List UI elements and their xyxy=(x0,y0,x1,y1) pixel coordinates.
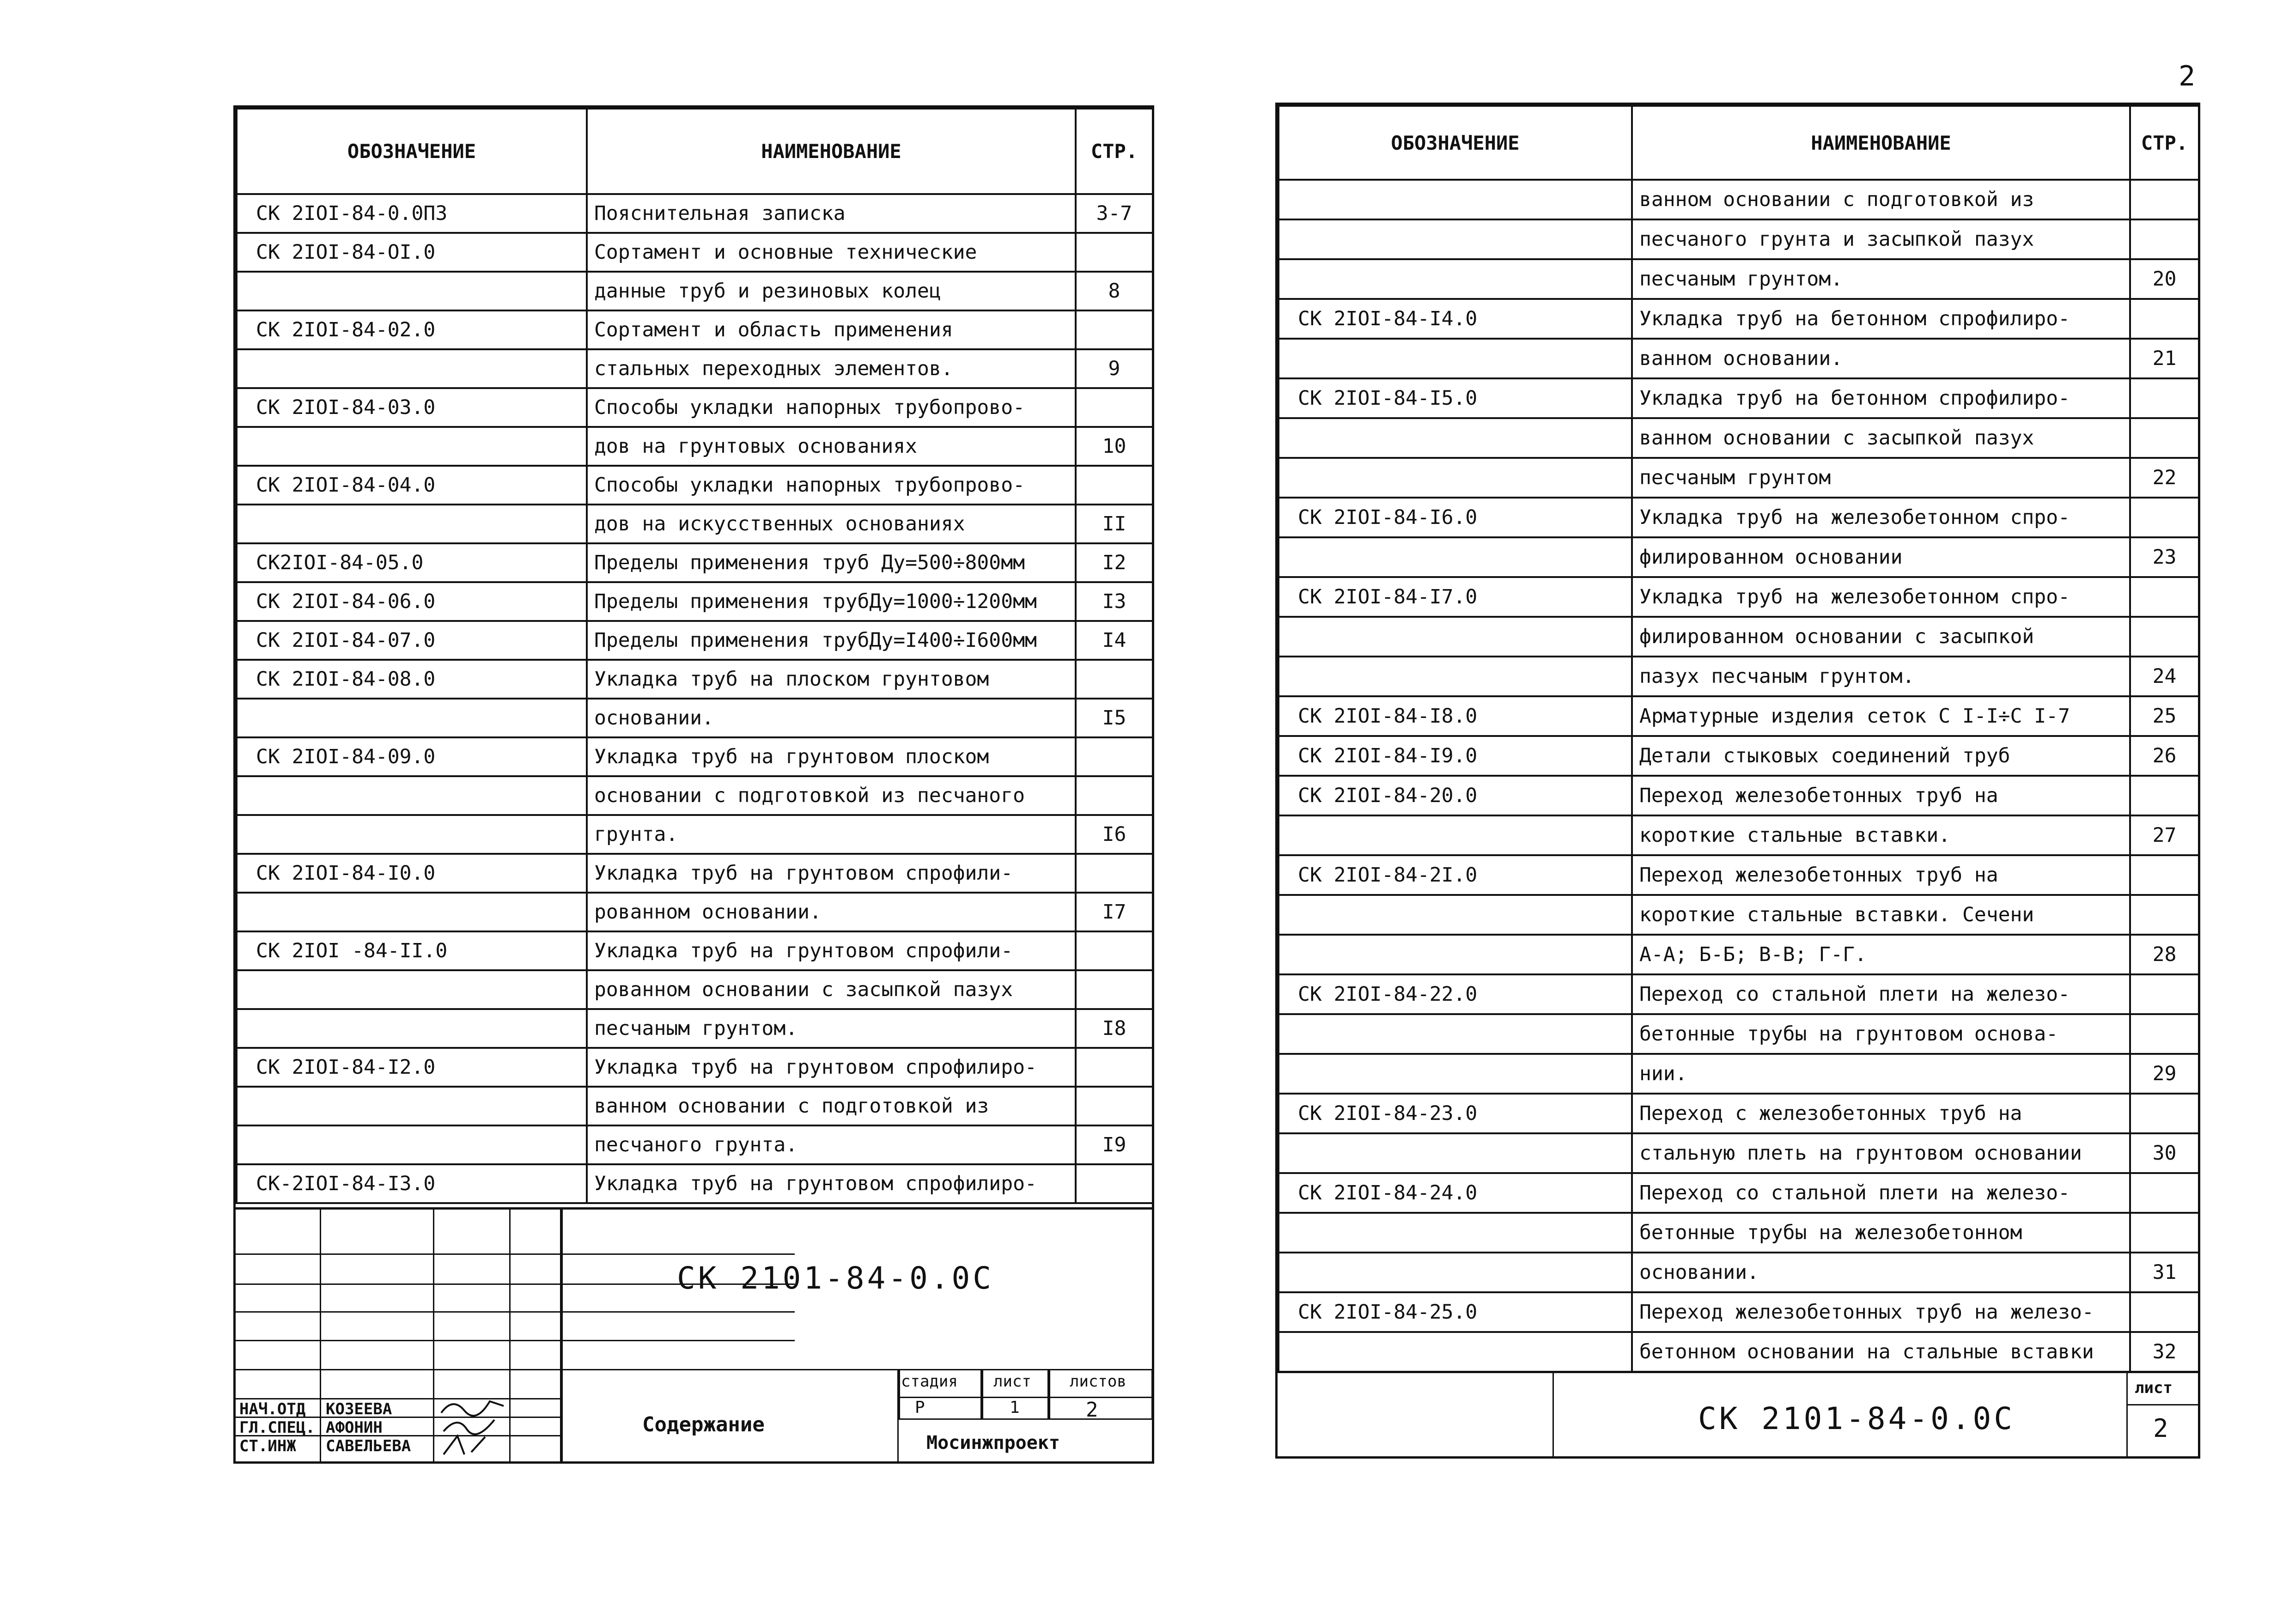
entry-page: 24 xyxy=(2130,657,2199,696)
entry-code xyxy=(1278,259,1632,299)
entry-name: Сортамент и область применения xyxy=(587,310,1076,349)
entry-page: 32 xyxy=(2130,1332,2199,1372)
entry-name: основании. xyxy=(1632,1253,2130,1292)
entry-page: 10 xyxy=(1076,427,1153,466)
entry-code: СК 2IOI-84-06.0 xyxy=(237,582,587,621)
table-row xyxy=(1278,1173,2199,1213)
entry-name: Укладка труб на бетонном спрофилиро- xyxy=(1632,299,2130,339)
entry-name: основании с подготовкой из песчаного xyxy=(587,776,1076,815)
sheet-label: лист xyxy=(993,1372,1031,1391)
entry-name: Способы укладки напорных трубопрово- xyxy=(587,388,1076,427)
entry-page xyxy=(1076,1087,1153,1125)
entry-page: 30 xyxy=(2130,1133,2199,1173)
entry-page xyxy=(2130,974,2199,1014)
entry-code: СК 2IOI-84-I8.0 xyxy=(1278,696,1632,736)
table-row xyxy=(1278,1213,2199,1253)
entry-name: стальных переходных элементов. xyxy=(587,349,1076,388)
table-row xyxy=(237,893,1153,931)
organization: Мосинжпроект xyxy=(926,1432,1060,1454)
table-row xyxy=(237,970,1153,1009)
entry-code: СК 2IOI-84-I4.0 xyxy=(1278,299,1632,339)
entry-page: 31 xyxy=(2130,1253,2199,1292)
table-row xyxy=(237,194,1153,233)
entry-page xyxy=(2130,895,2199,935)
entry-page: 28 xyxy=(2130,935,2199,974)
entry-code: СК 2IOI-84-I0.0 xyxy=(237,854,587,893)
entry-name: стальную плеть на грунтовом основании xyxy=(1632,1133,2130,1173)
entry-code: СК 2IOI-84-22.0 xyxy=(1278,974,1632,1014)
entry-page: 25 xyxy=(2130,696,2199,736)
entry-name: основании. xyxy=(587,699,1076,737)
name-1: КОЗЕЕВА xyxy=(326,1400,392,1418)
entry-name: Укладка труб на грунтовом спрофилиро- xyxy=(587,1164,1076,1203)
entry-page xyxy=(2130,776,2199,815)
entry-code: СК2IOI-84-05.0 xyxy=(237,543,587,582)
entry-page xyxy=(2130,855,2199,895)
entry-code: СК 2IOI-84-02.0 xyxy=(237,310,587,349)
entry-code xyxy=(1278,180,1632,219)
table-row xyxy=(1278,1332,2199,1372)
entry-page: 23 xyxy=(2130,537,2199,577)
table-row xyxy=(237,349,1153,388)
entry-name: Переход железобетонных труб на xyxy=(1632,855,2130,895)
table-row xyxy=(237,233,1153,272)
entry-name: дов на грунтовых основаниях xyxy=(587,427,1076,466)
entry-page xyxy=(1076,970,1153,1009)
table-row xyxy=(237,310,1153,349)
entry-code xyxy=(1278,458,1632,498)
table-row xyxy=(237,1164,1153,1203)
entry-name: ванном основании с подготовкой из xyxy=(587,1087,1076,1125)
entry-code xyxy=(1278,418,1632,458)
name-2: АФОНИН xyxy=(326,1418,383,1437)
sheets-label: листов xyxy=(1070,1372,1126,1391)
entry-code: СК 2IOI-84-20.0 xyxy=(1278,776,1632,815)
entry-page: I6 xyxy=(1076,815,1153,854)
table-row xyxy=(1278,736,2199,776)
entry-page xyxy=(2130,418,2199,458)
entry-name: Укладка труб на плоском грунтовом xyxy=(587,660,1076,699)
entry-name: филированном основании с засыпкой xyxy=(1632,617,2130,657)
table-row xyxy=(1278,577,2199,617)
entry-name: Переход со стальной плети на железо- xyxy=(1632,974,2130,1014)
sheet-value: 1 xyxy=(1010,1398,1020,1417)
entry-name: бетонные трубы на грунтовом основа- xyxy=(1632,1014,2130,1054)
entry-page xyxy=(1076,466,1153,505)
entry-name: А-А; Б-Б; В-В; Г-Г. xyxy=(1632,935,2130,974)
column-header-name: НАИМЕНОВАНИЕ xyxy=(1632,106,2130,180)
document-code: СК 2101-84-0.0С xyxy=(677,1260,994,1296)
entry-page: 9 xyxy=(1076,349,1153,388)
entry-code: СК 2IOI-84-2I.0 xyxy=(1278,855,1632,895)
table-row xyxy=(1278,458,2199,498)
table-row xyxy=(237,582,1153,621)
entry-page xyxy=(2130,617,2199,657)
entry-code: СК 2IOI-84-09.0 xyxy=(237,737,587,776)
left-header-row xyxy=(237,109,1153,194)
entry-code xyxy=(237,893,587,931)
sheets-value: 2 xyxy=(1086,1398,1098,1422)
table-row xyxy=(237,505,1153,543)
table-row xyxy=(237,1048,1153,1087)
table-row xyxy=(1278,259,2199,299)
entry-code xyxy=(1278,1253,1632,1292)
entry-code: СК 2IOI-84-24.0 xyxy=(1278,1173,1632,1213)
entry-code xyxy=(1278,1332,1632,1372)
table-row xyxy=(237,737,1153,776)
entry-page: I2 xyxy=(1076,543,1153,582)
entry-code: СК 2IOI-84-0.0ПЗ xyxy=(237,194,587,233)
entry-name: Сортамент и основные технические xyxy=(587,233,1076,272)
entry-code: СК-2IOI-84-I3.0 xyxy=(237,1164,587,1203)
entry-code: СК 2IOI-84-OI.0 xyxy=(237,233,587,272)
entry-code xyxy=(237,349,587,388)
entry-code xyxy=(237,1087,587,1125)
table-row xyxy=(237,699,1153,737)
entry-name: песчаного грунта. xyxy=(587,1125,1076,1164)
entry-code: СК 2IOI-84-I7.0 xyxy=(1278,577,1632,617)
entry-page xyxy=(1076,1048,1153,1087)
entry-code xyxy=(237,505,587,543)
entry-name: Укладка труб на железобетонном спро- xyxy=(1632,498,2130,537)
entry-page: 21 xyxy=(2130,339,2199,378)
table-row xyxy=(237,854,1153,893)
entry-code: СК 2IOI-84-I6.0 xyxy=(1278,498,1632,537)
entry-code xyxy=(237,427,587,466)
signature-3-icon xyxy=(439,1431,508,1459)
entry-name: пазух песчаным грунтом. xyxy=(1632,657,2130,696)
entry-page xyxy=(1076,233,1153,272)
page-number: 2 xyxy=(2179,60,2196,92)
entry-page: 26 xyxy=(2130,736,2199,776)
role-3: СТ.ИНЖ xyxy=(239,1437,296,1455)
table-row xyxy=(1278,855,2199,895)
table-row xyxy=(1278,537,2199,577)
entry-name: Переход с железобетонных труб на xyxy=(1632,1094,2130,1133)
entry-name: бетонные трубы на железобетонном xyxy=(1632,1213,2130,1253)
table-row xyxy=(237,1125,1153,1164)
entry-code: СК 2IOI-84-23.0 xyxy=(1278,1094,1632,1133)
entry-code xyxy=(1278,1213,1632,1253)
entry-name: Арматурные изделия сеток С I-I÷С I-7 xyxy=(1632,696,2130,736)
entry-name: Переход железобетонных труб на железо- xyxy=(1632,1292,2130,1332)
entry-name: рованном основании. xyxy=(587,893,1076,931)
entry-code: СК 2IOI-84-I9.0 xyxy=(1278,736,1632,776)
entry-name: песчаного грунта и засыпкой пазух xyxy=(1632,219,2130,259)
document-title: Содержание xyxy=(642,1413,765,1436)
entry-code xyxy=(1278,537,1632,577)
right-contents-table xyxy=(1278,105,2200,1373)
entry-code: СК 2IOI-84-25.0 xyxy=(1278,1292,1632,1332)
entry-name: Пределы применения труб Дy=500÷800мм xyxy=(587,543,1076,582)
column-header-code: ОБОЗНАЧЕНИЕ xyxy=(1278,106,1632,180)
title-block xyxy=(236,1207,1152,1461)
entry-name: бетонном основании на стальные вставки xyxy=(1632,1332,2130,1372)
table-row xyxy=(237,621,1153,660)
table-row xyxy=(1278,498,2199,537)
table-row xyxy=(1278,617,2199,657)
entry-page xyxy=(2130,577,2199,617)
entry-page: I4 xyxy=(1076,621,1153,660)
entry-page xyxy=(2130,498,2199,537)
entry-name: нии. xyxy=(1632,1054,2130,1094)
right-document-code: СК 2101-84-0.0С xyxy=(1698,1401,2015,1436)
table-row xyxy=(237,388,1153,427)
role-2: ГЛ.СПЕЦ. xyxy=(239,1418,315,1437)
entry-page xyxy=(1076,776,1153,815)
entry-page xyxy=(2130,1014,2199,1054)
stage-label: стадия xyxy=(901,1372,958,1391)
entry-name: песчаным грунтом. xyxy=(1632,259,2130,299)
entry-name: грунта. xyxy=(587,815,1076,854)
table-row xyxy=(237,466,1153,505)
entry-code xyxy=(1278,1014,1632,1054)
entry-page: 22 xyxy=(2130,458,2199,498)
entry-code xyxy=(1278,815,1632,855)
table-row xyxy=(1278,776,2199,815)
entry-name: Детали стыковых соединений труб xyxy=(1632,736,2130,776)
entry-page xyxy=(2130,1173,2199,1213)
table-row xyxy=(237,815,1153,854)
table-row xyxy=(1278,339,2199,378)
entry-page xyxy=(2130,1213,2199,1253)
table-row xyxy=(1278,696,2199,736)
entry-code: СК 2IOI -84-II.0 xyxy=(237,931,587,970)
table-row xyxy=(1278,1292,2199,1332)
entry-page xyxy=(1076,388,1153,427)
entry-code xyxy=(1278,895,1632,935)
entry-page xyxy=(1076,737,1153,776)
table-row xyxy=(1278,895,2199,935)
column-header-code: ОБОЗНАЧЕНИЕ xyxy=(237,109,587,194)
table-row xyxy=(237,1087,1153,1125)
entry-code xyxy=(237,815,587,854)
entry-name: Пределы применения трубДy=1000÷1200мм xyxy=(587,582,1076,621)
entry-name: Переход железобетонных труб на xyxy=(1632,776,2130,815)
entry-code xyxy=(237,776,587,815)
column-header-page: СТР. xyxy=(1076,109,1153,194)
entry-name: Укладка труб на бетонном спрофилиро- xyxy=(1632,378,2130,418)
table-row xyxy=(1278,418,2199,458)
entry-code xyxy=(237,272,587,310)
table-row xyxy=(1278,1094,2199,1133)
entry-page: 3-7 xyxy=(1076,194,1153,233)
entry-page: I8 xyxy=(1076,1009,1153,1048)
entry-page xyxy=(1076,931,1153,970)
entry-name: Укладка труб на грунтовом спрофили- xyxy=(587,854,1076,893)
table-row xyxy=(1278,378,2199,418)
table-row xyxy=(1278,974,2199,1014)
entry-code xyxy=(1278,617,1632,657)
table-row xyxy=(1278,1054,2199,1094)
entry-code xyxy=(1278,1054,1632,1094)
entry-page xyxy=(2130,378,2199,418)
table-row xyxy=(237,272,1153,310)
table-row xyxy=(1278,180,2199,219)
table-row xyxy=(237,931,1153,970)
name-3: САВЕЛЬЕВА xyxy=(326,1437,411,1455)
entry-name: ванном основании с подготовкой из xyxy=(1632,180,2130,219)
entry-page xyxy=(1076,310,1153,349)
right-header-row xyxy=(1278,106,2199,180)
entry-page xyxy=(2130,1094,2199,1133)
entry-code xyxy=(1278,935,1632,974)
column-header-name: НАИМЕНОВАНИЕ xyxy=(587,109,1076,194)
stage-value: Р xyxy=(915,1398,925,1417)
entry-page: I5 xyxy=(1076,699,1153,737)
entry-page: I7 xyxy=(1076,893,1153,931)
table-row xyxy=(1278,657,2199,696)
entry-code: СК 2IOI-84-I5.0 xyxy=(1278,378,1632,418)
entry-name: песчаным грунтом xyxy=(1632,458,2130,498)
entry-name: данные труб и резиновых колец xyxy=(587,272,1076,310)
entry-name: ванном основании с засыпкой пазух xyxy=(1632,418,2130,458)
entry-code xyxy=(1278,1133,1632,1173)
entry-name: филированном основании xyxy=(1632,537,2130,577)
entry-code xyxy=(1278,219,1632,259)
entry-page xyxy=(2130,180,2199,219)
entry-name: Укладка труб на грунтовом спрофилиро- xyxy=(587,1048,1076,1087)
entry-page: 29 xyxy=(2130,1054,2199,1094)
entry-page: I3 xyxy=(1076,582,1153,621)
entry-page: 27 xyxy=(2130,815,2199,855)
entry-code: СК 2IOI-84-04.0 xyxy=(237,466,587,505)
left-sheet xyxy=(233,105,1154,1464)
entry-name: Укладка труб на грунтовом плоском xyxy=(587,737,1076,776)
entry-name: рованном основании с засыпкой пазух xyxy=(587,970,1076,1009)
entry-name: песчаным грунтом. xyxy=(587,1009,1076,1048)
entry-name: короткие стальные вставки. xyxy=(1632,815,2130,855)
entry-page xyxy=(2130,299,2199,339)
entry-name: Укладка труб на железобетонном спро- xyxy=(1632,577,2130,617)
entry-code xyxy=(237,970,587,1009)
column-header-page: СТР. xyxy=(2130,106,2199,180)
entry-name: Переход со стальной плети на железо- xyxy=(1632,1173,2130,1213)
entry-code: СК 2IOI-84-08.0 xyxy=(237,660,587,699)
table-row xyxy=(1278,299,2199,339)
table-row xyxy=(237,543,1153,582)
entry-name: ванном основании. xyxy=(1632,339,2130,378)
entry-name: Пределы применения трубДy=I400÷I600мм xyxy=(587,621,1076,660)
entry-code xyxy=(237,699,587,737)
right-sheet-label: лист xyxy=(2135,1379,2173,1397)
right-sheet xyxy=(1275,103,2200,1459)
entry-page: I9 xyxy=(1076,1125,1153,1164)
entry-code: СК 2IOI-84-03.0 xyxy=(237,388,587,427)
entry-code xyxy=(237,1009,587,1048)
table-row xyxy=(1278,1133,2199,1173)
entry-page: II xyxy=(1076,505,1153,543)
entry-page xyxy=(2130,1292,2199,1332)
entry-page xyxy=(2130,219,2199,259)
entry-name: дов на искусственных основаниях xyxy=(587,505,1076,543)
table-row xyxy=(1278,1253,2199,1292)
table-row xyxy=(1278,219,2199,259)
left-contents-table xyxy=(236,108,1154,1204)
right-sheet-value: 2 xyxy=(2153,1414,2168,1443)
entry-name: Пояснительная записка xyxy=(587,194,1076,233)
entry-name: Укладка труб на грунтовом спрофили- xyxy=(587,931,1076,970)
entry-code xyxy=(237,1125,587,1164)
table-row xyxy=(237,1009,1153,1048)
table-row xyxy=(237,660,1153,699)
entry-name: короткие стальные вставки. Сечени xyxy=(1632,895,2130,935)
right-title-block xyxy=(1278,1371,2198,1456)
entry-code xyxy=(1278,339,1632,378)
entry-code xyxy=(1278,657,1632,696)
entry-page xyxy=(1076,1164,1153,1203)
table-row xyxy=(237,776,1153,815)
entry-code: СК 2IOI-84-07.0 xyxy=(237,621,587,660)
table-row xyxy=(1278,935,2199,974)
entry-page xyxy=(1076,660,1153,699)
table-row xyxy=(1278,1014,2199,1054)
entry-page: 20 xyxy=(2130,259,2199,299)
role-1: НАЧ.ОТД xyxy=(239,1400,306,1418)
table-row xyxy=(237,427,1153,466)
entry-page xyxy=(1076,854,1153,893)
entry-code: СК 2IOI-84-I2.0 xyxy=(237,1048,587,1087)
entry-name: Способы укладки напорных трубопрово- xyxy=(587,466,1076,505)
entry-page: 8 xyxy=(1076,272,1153,310)
table-row xyxy=(1278,815,2199,855)
